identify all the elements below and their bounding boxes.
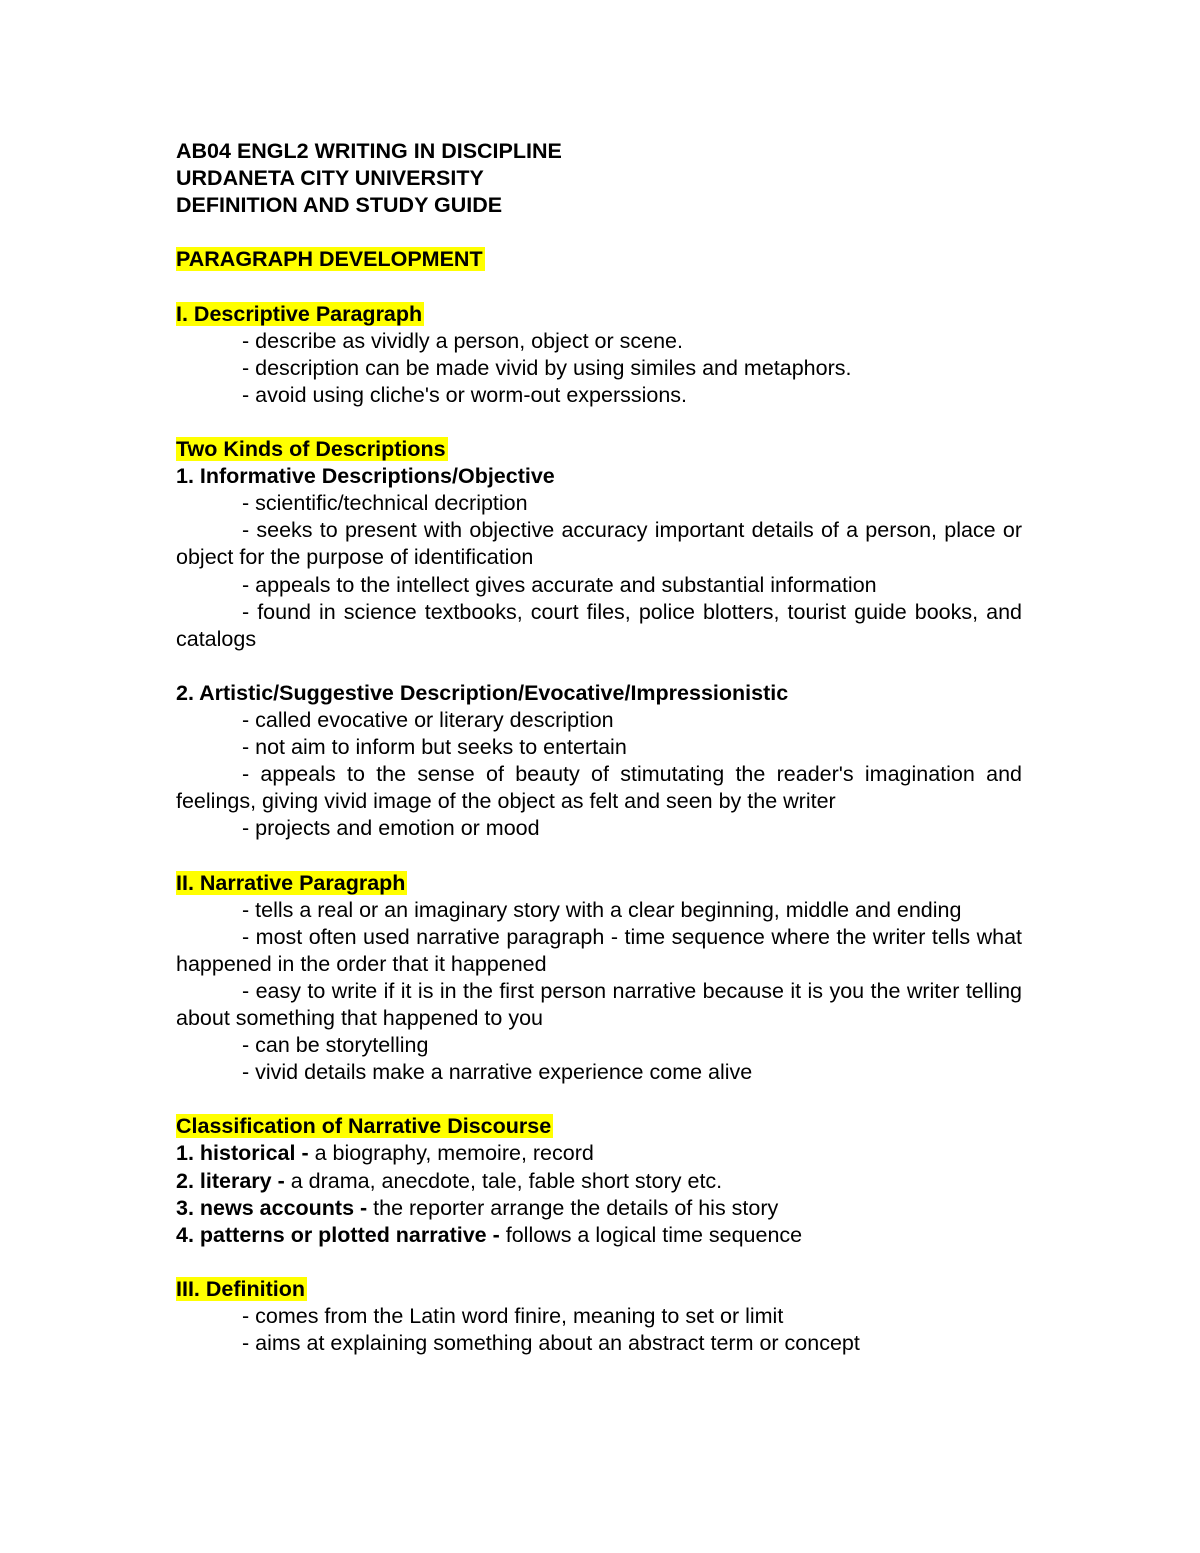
- classification-desc: the reporter arrange the details of his story: [367, 1195, 779, 1220]
- classification-desc: follows a logical time sequence: [499, 1222, 803, 1247]
- document-page: [176, 138, 1022, 1357]
- descriptive-item: - describe as vividly a person, object or scene.: [242, 328, 683, 353]
- classification-item: [176, 1140, 1022, 1167]
- narrative-item: - can be storytelling: [242, 1033, 429, 1058]
- definition-item: - comes from the Latin word finire, meaning to set or limit: [242, 1304, 784, 1329]
- informative-item: - seeks to present with objective accuracy important details of a person, place or object for the purpose of identification: [176, 518, 1022, 570]
- informative-item: - found in science textbooks, court files, police blotters, tourist guide books, and catalogs: [176, 599, 1022, 651]
- classification-term: 3. news accounts -: [176, 1195, 368, 1220]
- informative-title: 1. Informative Descriptions/Objective: [176, 464, 555, 489]
- section-title: PARAGRAPH DEVELOPMENT: [176, 247, 483, 272]
- artistic-item: - projects and emotion or mood: [242, 816, 540, 841]
- narrative-item: - easy to write if it is in the first person narrative because it is you the writer telling about something that happened to you: [176, 978, 1022, 1030]
- classification-desc: a biography, memoire, record: [308, 1141, 594, 1166]
- classification-heading: Classification of Narrative Discourse: [176, 1114, 552, 1139]
- definition-heading: III. Definition: [176, 1276, 305, 1301]
- narrative-item: - most often used narrative paragraph - time sequence where the writer tells what happened in the order that it happened: [176, 924, 1022, 976]
- informative-item: - appeals to the intellect gives accurate and substantial information: [242, 572, 877, 597]
- artistic-item: - appeals to the sense of beauty of stimutating the reader's imagination and feelings, giving vivid image of the object as felt and seen by the writer: [176, 762, 1022, 814]
- definition-item: - aims at explaining something about an abstract term or concept: [242, 1331, 860, 1356]
- artistic-title: 2. Artistic/Suggestive Description/Evocative/Impressionistic: [176, 680, 789, 705]
- guide-title: DEFINITION AND STUDY GUIDE: [176, 193, 503, 218]
- artistic-item: - called evocative or literary description: [242, 707, 614, 732]
- narrative-item: - vivid details make a narrative experience come alive: [242, 1060, 753, 1085]
- narrative-heading: II. Narrative Paragraph: [176, 870, 406, 895]
- classification-term: 1. historical -: [176, 1141, 309, 1166]
- descriptive-heading: I. Descriptive Paragraph: [176, 301, 423, 326]
- classification-term: 4. patterns or plotted narrative -: [176, 1222, 500, 1247]
- classification-item: [176, 1168, 1022, 1195]
- classification-desc: a drama, anecdote, tale, fable short story etc.: [284, 1168, 723, 1193]
- descriptive-item: - avoid using cliche's or worm-out experssions.: [242, 382, 688, 407]
- classification-item: [176, 1195, 1022, 1222]
- artistic-item: - not aim to inform but seeks to entertain: [242, 735, 627, 760]
- classification-item: [176, 1222, 1022, 1249]
- descriptive-item: - description can be made vivid by using similes and metaphors.: [242, 355, 852, 380]
- course-title: AB04 ENGL2 WRITING IN DISCIPLINE: [176, 139, 562, 163]
- classification-term: 2. literary -: [176, 1168, 285, 1193]
- university-name: URDANETA CITY UNIVERSITY: [176, 166, 484, 191]
- narrative-item: - tells a real or an imaginary story with a clear beginning, middle and ending: [242, 897, 962, 922]
- two-kinds-heading: Two Kinds of Descriptions: [176, 437, 446, 462]
- informative-item: - scientific/technical decription: [242, 491, 528, 516]
